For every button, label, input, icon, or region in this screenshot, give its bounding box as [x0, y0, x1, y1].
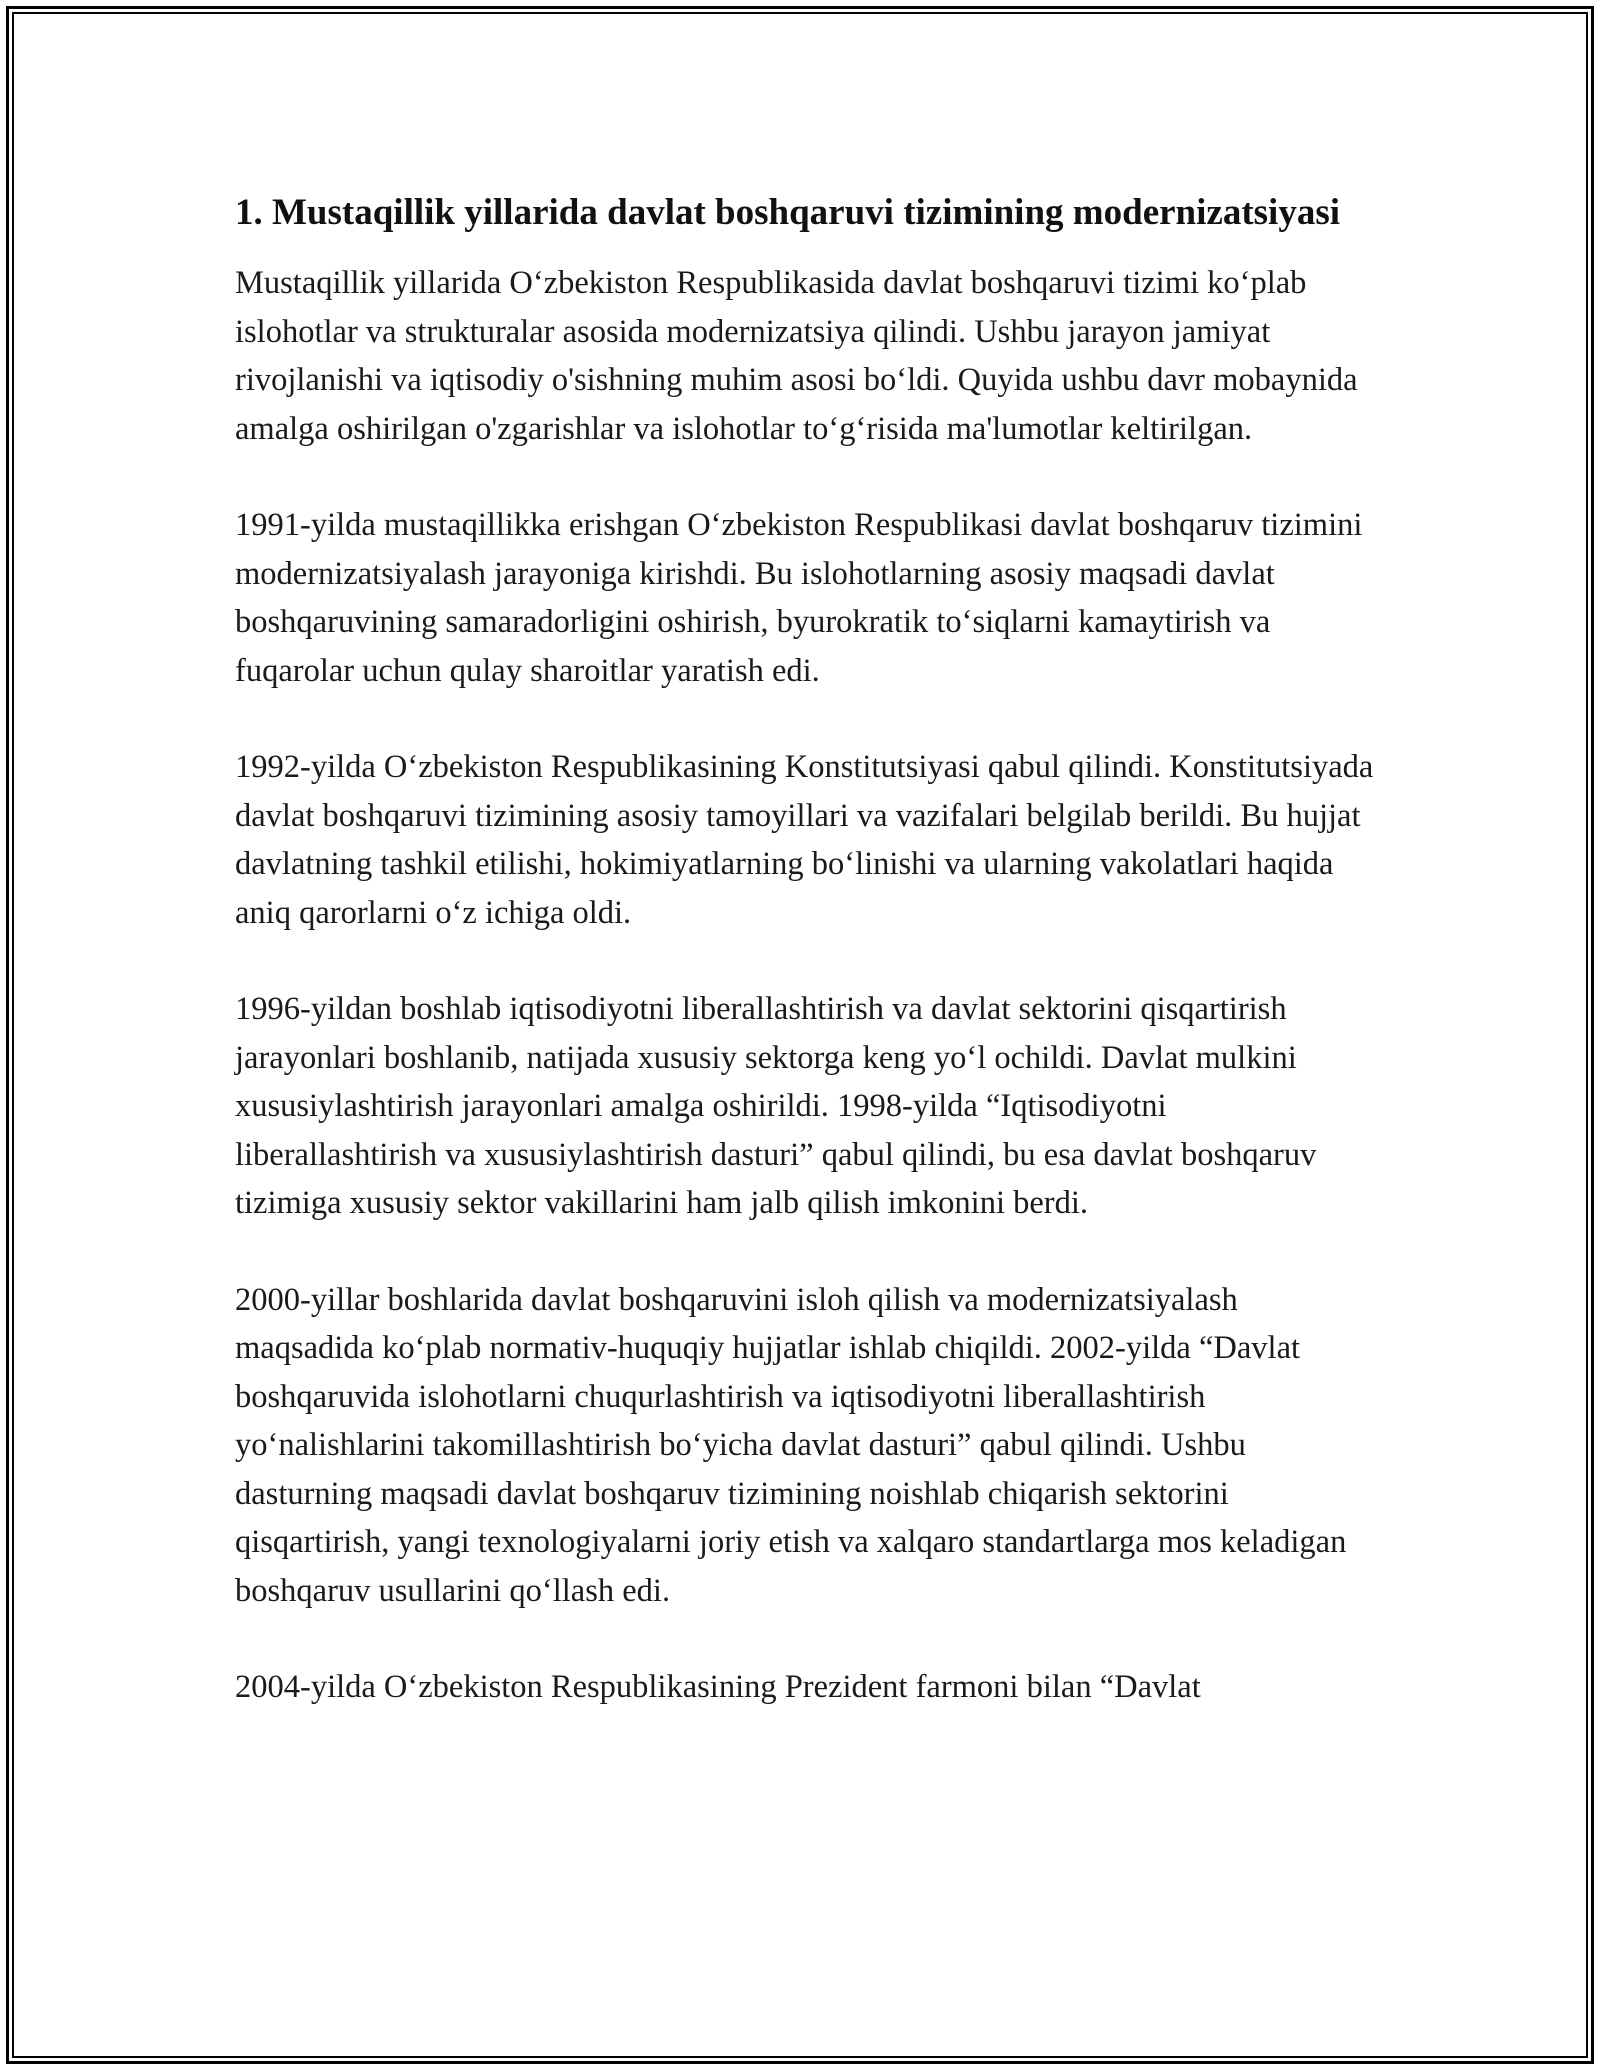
section-heading: 1. Mustaqillik yillarida davlat boshqaruvi tizimining modernizatsiyasi	[235, 192, 1340, 233]
document-body	[235, 185, 1375, 1760]
paragraph-intro: Mustaqillik yillarida O‘zbekiston Respublikasida davlat boshqaruvi tizimi ko‘plab islohotlar va strukturalar asosida modernizatsiya qilindi. Ushbu jarayon jamiyat rivojlanishi va iqtisodiy o'sishning muhim asosi bo‘ldi. Quyida ushbu davr mobaynida amalga oshirilgan o'zgarishlar va islohotlar to‘g‘risida ma'lumotlar keltirilgan.	[235, 265, 1358, 447]
paragraph-2004: 2004-yilda O‘zbekiston Respublikasining Prezident farmoni bilan “Davlat	[235, 1669, 1201, 1705]
paragraph-1991: 1991-yilda mustaqillikka erishgan O‘zbekiston Respublikasi davlat boshqaruv tizimini modernizatsiyalash jarayoniga kirishdi. Bu islohotlarning asosiy maqsadi davlat boshqaruvining samaradorligini oshirish, byurokratik to‘siqlarni kamaytirish va fuqarolar uchun qulay sharoitlar yaratish edi.	[235, 507, 1363, 689]
paragraph-1992: 1992-yilda O‘zbekiston Respublikasining Konstitutsiyasi qabul qilindi. Konstitutsiyada davlat boshqaruvi tizimining asosiy tamoyillari va vazifalari belgilab berildi. Bu hujjat davlatning tashkil etilishi, hokimiyatlarning bo‘linishi va ularning vakolatlari haqida aniq qarorlarni o‘z ichiga oldi.	[235, 749, 1374, 931]
paragraph-1996: 1996-yildan boshlab iqtisodiyotni liberallashtirish va davlat sektorini qisqartirish jarayonlari boshlanib, natijada xususiy sektorga keng yo‘l ochildi. Davlat mulkini xususiylashtirish jarayonlari amalga oshirildi. 1998-yilda “Iqtisodiyotni liberallashtirish va xususiylashtirish dasturi” qabul qilindi, bu esa davlat boshqaruv tizimiga xususiy sektor vakillarini ham jalb qilish imkonini berdi.	[235, 991, 1317, 1221]
paragraph-2000: 2000-yillar boshlarida davlat boshqaruvini isloh qilish va modernizatsiyalash maqsadida ko‘plab normativ-huquqiy hujjatlar ishlab chiqildi. 2002-yilda “Davlat boshqaruvida islohotlarni chuqurlashtirish va iqtisodiyotni liberallashtirish yo‘nalishlarini takomillashtirish bo‘yicha davlat dasturi” qabul qilindi. Ushbu dasturning maqsadi davlat boshqaruv tizimining noishlab chiqarish sektorini qisqartirish, yangi texnologiyalarni joriy etish va xalqaro standartlarga mos keladigan boshqaruv usullarini qo‘llash edi.	[235, 1281, 1347, 1609]
